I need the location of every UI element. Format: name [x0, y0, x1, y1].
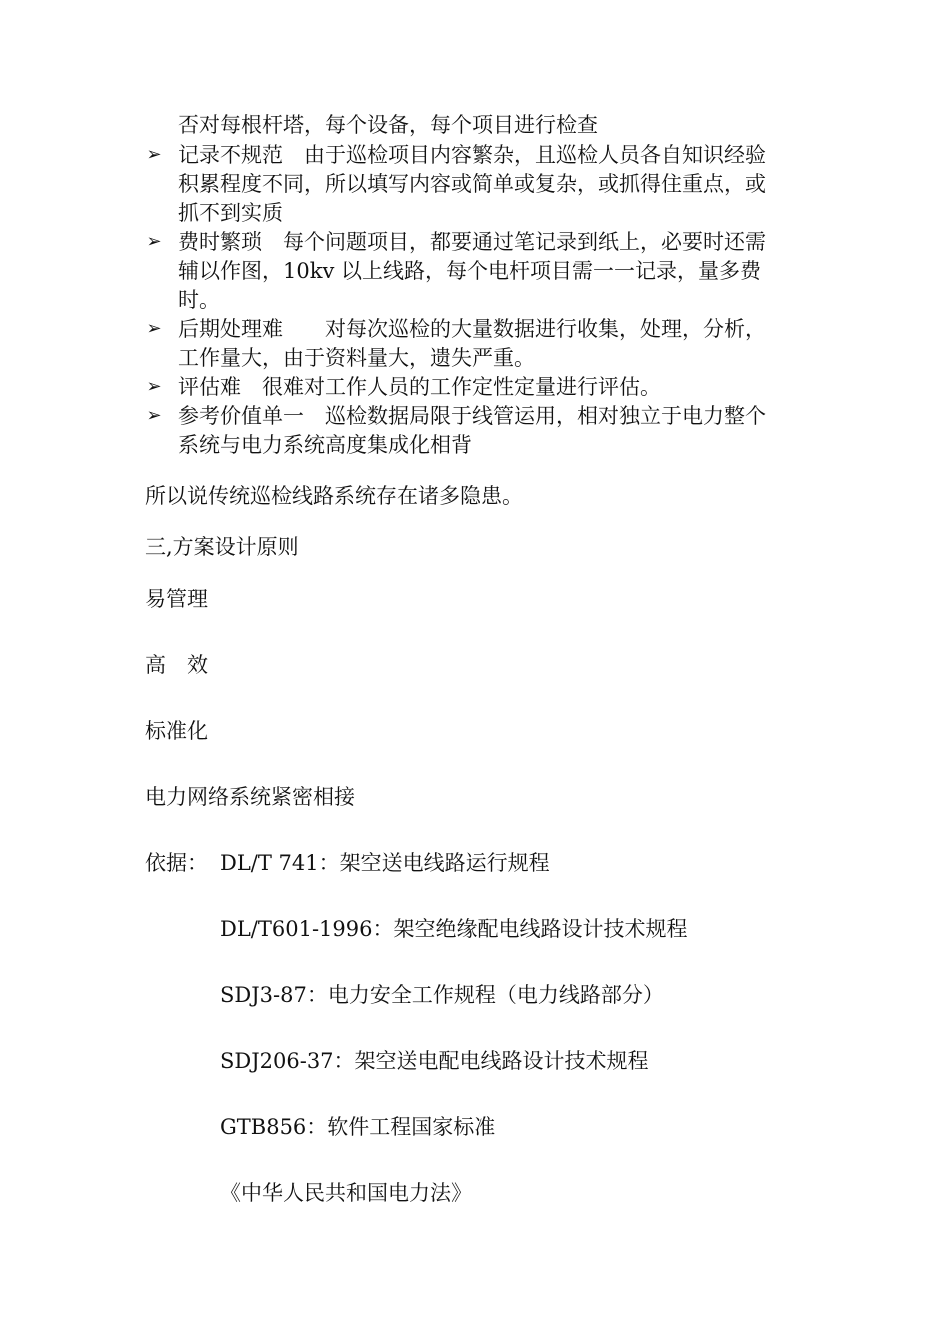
principle-item: 易管理 — [145, 587, 208, 611]
bullet-icon: ➢ — [146, 405, 162, 426]
bullet-icon: ➢ — [146, 376, 162, 397]
bullet-5-line-2: 系统与电力系统高度集成化相背 — [178, 433, 472, 457]
reference-item: 《中华人民共和国电力法》 — [220, 1181, 472, 1205]
bullet-1-line-1: 记录不规范 由于巡检项目内容繁杂，且巡检人员各自知识经验 — [178, 143, 766, 167]
basis-label: 依据： — [145, 851, 208, 875]
reference-item: DL/T601-1996：架空绝缘配电线路设计技术规程 — [220, 917, 688, 941]
bullet-icon: ➢ — [146, 318, 162, 339]
reference-item: SDJ3-87：电力安全工作规程（电力线路部分） — [220, 983, 664, 1007]
reference-item: SDJ206-37：架空送电配电线路设计技术规程 — [220, 1049, 649, 1073]
bullet-2-line-2: 辅以作图，10kv 以上线路，每个电杆项目需一一记录，量多费 — [178, 259, 761, 283]
reference-item: DL/T 741：架空送电线路运行规程 — [220, 851, 550, 875]
bullet-icon: ➢ — [146, 231, 162, 252]
principle-item: 高 效 — [145, 653, 208, 677]
bullet-4-line-1: 评估难 很难对工作人员的工作定性定量进行评估。 — [178, 375, 661, 399]
bullet-2-line-1: 费时繁琐 每个问题项目，都要通过笔记录到纸上，必要时还需 — [178, 230, 766, 254]
reference-item: GTB856：软件工程国家标准 — [220, 1115, 496, 1139]
intro-tail-text: 否对每根杆塔，每个设备，每个项目进行检查 — [178, 113, 598, 137]
bullet-5-line-1: 参考价值单一 巡检数据局限于线管运用，相对独立于电力整个 — [178, 404, 766, 428]
bullet-1-line-3: 抓不到实质 — [178, 201, 283, 225]
bullet-icon: ➢ — [146, 144, 162, 165]
bullet-1-line-2: 积累程度不同，所以填写内容或简单或复杂，或抓得住重点，或 — [178, 172, 766, 196]
bullet-3-line-1: 后期处理难 对每次巡检的大量数据进行收集，处理，分析， — [178, 317, 766, 341]
bullet-3-line-2: 工作量大，由于资料量大，遗失严重。 — [178, 346, 535, 370]
principle-item: 电力网络系统紧密相接 — [145, 785, 355, 809]
principle-item: 标准化 — [145, 719, 208, 743]
bullet-2-line-3: 时。 — [178, 288, 220, 312]
section-heading: 三,方案设计原则 — [145, 535, 299, 559]
conclusion-text: 所以说传统巡检线路系统存在诸多隐患。 — [145, 484, 523, 508]
